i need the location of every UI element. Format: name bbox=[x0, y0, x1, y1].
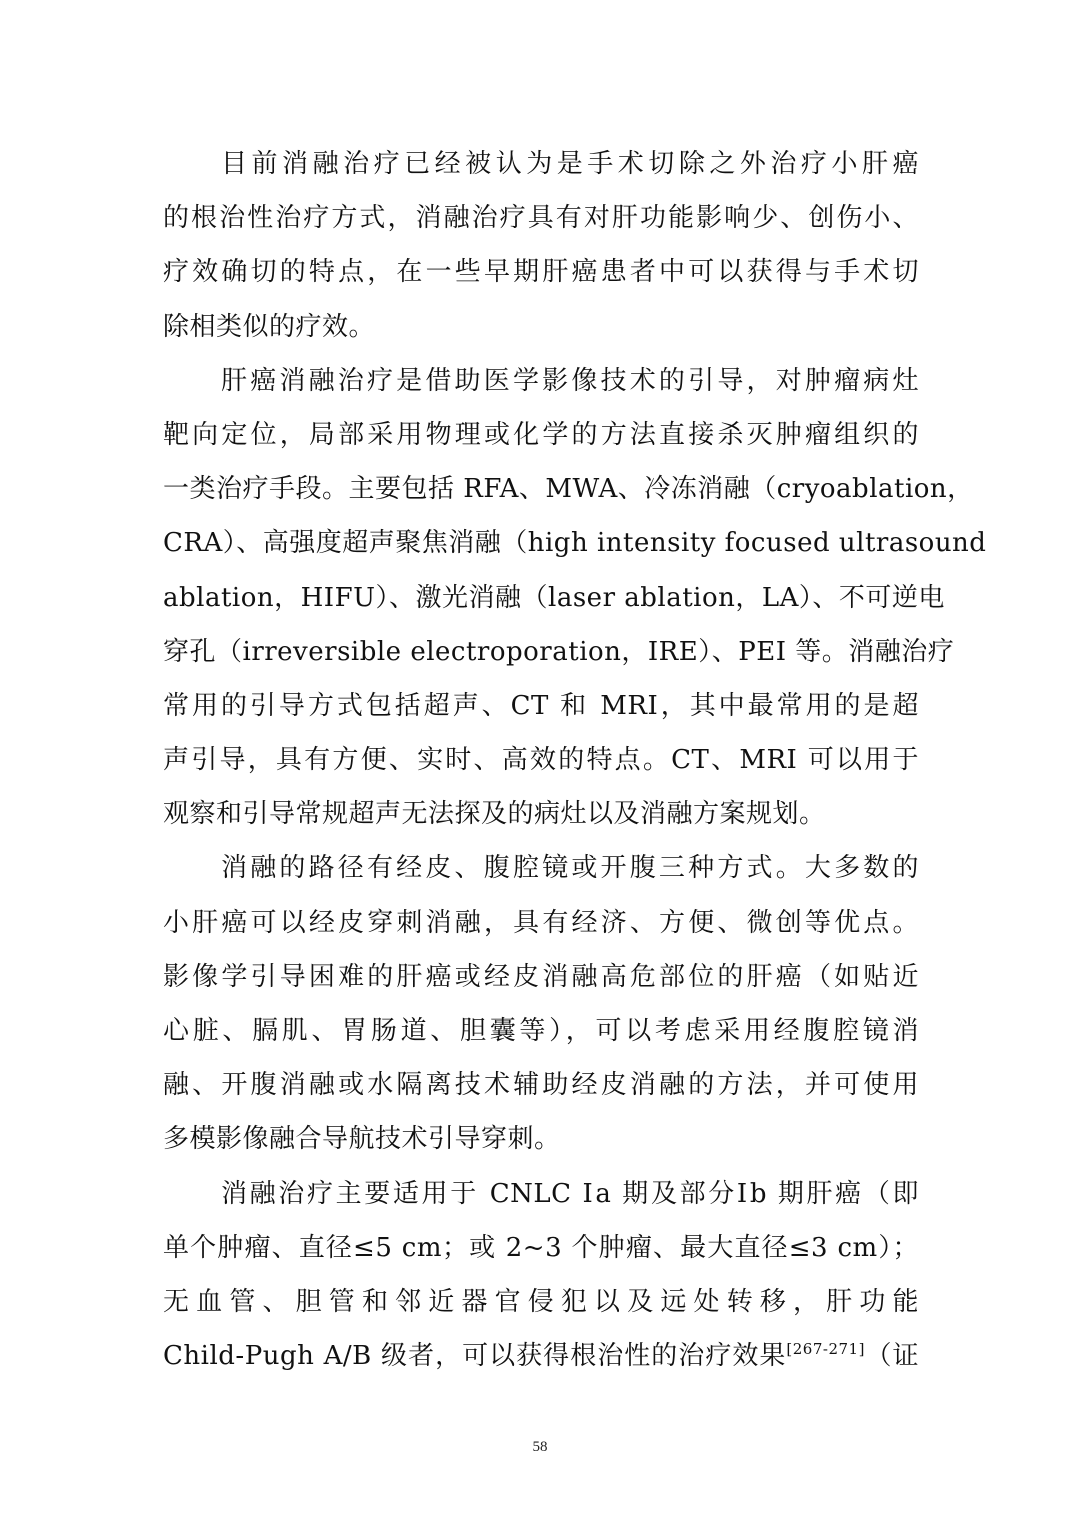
paragraph-2-line-5: ablation，HIFU）、激光消融（laser ablation，LA）、不可逆电 bbox=[163, 582, 945, 613]
paragraph-3-line-5: 融、开腹消融或水隔离技术辅助经皮消融的方法，并可使用 bbox=[163, 1070, 919, 1101]
paragraph-2-line-9: 观察和引导常规超声无法探及的病灶以及消融方案规划。 bbox=[163, 799, 826, 830]
paragraph-2-line-8: 声引导，具有方便、实时、高效的特点。CT、MRI 可以用于 bbox=[163, 745, 919, 776]
paragraph-2-line-1: 肝癌消融治疗是借助医学影像技术的引导，对肿瘤病灶 bbox=[221, 365, 919, 396]
paragraph-2-line-2: 靶向定位，局部采用物理或化学的方法直接杀灭肿瘤组织的 bbox=[163, 419, 919, 450]
paragraph-3-line-4: 心脏、膈肌、胃肠道、胆囊等），可以考虑采用经腹腔镜消 bbox=[163, 1016, 919, 1046]
paragraph-3-line-1: 消融的路径有经皮、腹腔镜或开腹三种方式。大多数的 bbox=[221, 853, 919, 884]
paragraph-4-line-2: 单个肿瘤、直径≤5 cm；或 2~3 个肿瘤、最大直径≤3 cm）； bbox=[163, 1232, 919, 1263]
paragraph-4-trailing-text: （证 bbox=[864, 1341, 919, 1372]
paragraph-4-line-4-text: Child-Pugh A/B 级者，可以获得根治性的治疗效果 bbox=[163, 1341, 787, 1372]
paragraph-2-line-4: CRA）、高强度超声聚焦消融（high intensity focused ultrasound bbox=[163, 528, 987, 559]
paragraph-4-line-1: 消融治疗主要适用于 CNLC Ⅰa 期及部分Ⅰb 期肝癌（即 bbox=[221, 1178, 919, 1209]
paragraph-4-line-3: 无血管、胆管和邻近器官侵犯以及远处转移，肝功能 bbox=[163, 1286, 919, 1317]
paragraph-2-line-3: 一类治疗手段。主要包括 RFA、MWA、冷冻消融（cryoablation， bbox=[163, 474, 974, 505]
body-text bbox=[163, 137, 987, 1383]
paragraph-3-line-3: 影像学引导困难的肝癌或经皮消融高危部位的肝癌（如贴近 bbox=[163, 961, 919, 992]
paragraph-3-line-2: 小肝癌可以经皮穿刺消融，具有经济、方便、微创等优点。 bbox=[163, 907, 919, 938]
page-number: 58 bbox=[532, 1439, 548, 1455]
citation-reference: [267-271] bbox=[786, 1340, 865, 1359]
paragraph-3-line-6: 多模影像融合导航技术引导穿刺。 bbox=[163, 1124, 561, 1155]
paragraph-1-line-2: 的根治性治疗方式，消融治疗具有对肝功能影响少、创伤小、 bbox=[163, 203, 919, 234]
paragraph-1-line-1: 目前消融治疗已经被认为是手术切除之外治疗小肝癌 bbox=[221, 149, 919, 179]
paragraph-1-line-3: 疗效确切的特点，在一些早期肝癌患者中可以获得与手术切 bbox=[163, 257, 919, 288]
paragraph-2-line-6: 穿孔（irreversible electroporation，IRE）、PEI 等。消融治疗 bbox=[163, 636, 955, 667]
paragraph-1-line-4: 除相类似的疗效。 bbox=[163, 311, 376, 342]
paragraph-2-line-7: 常用的引导方式包括超声、CT 和 MRI，其中最常用的是超 bbox=[163, 690, 919, 721]
paragraph-4-line-4 bbox=[163, 1329, 919, 1383]
